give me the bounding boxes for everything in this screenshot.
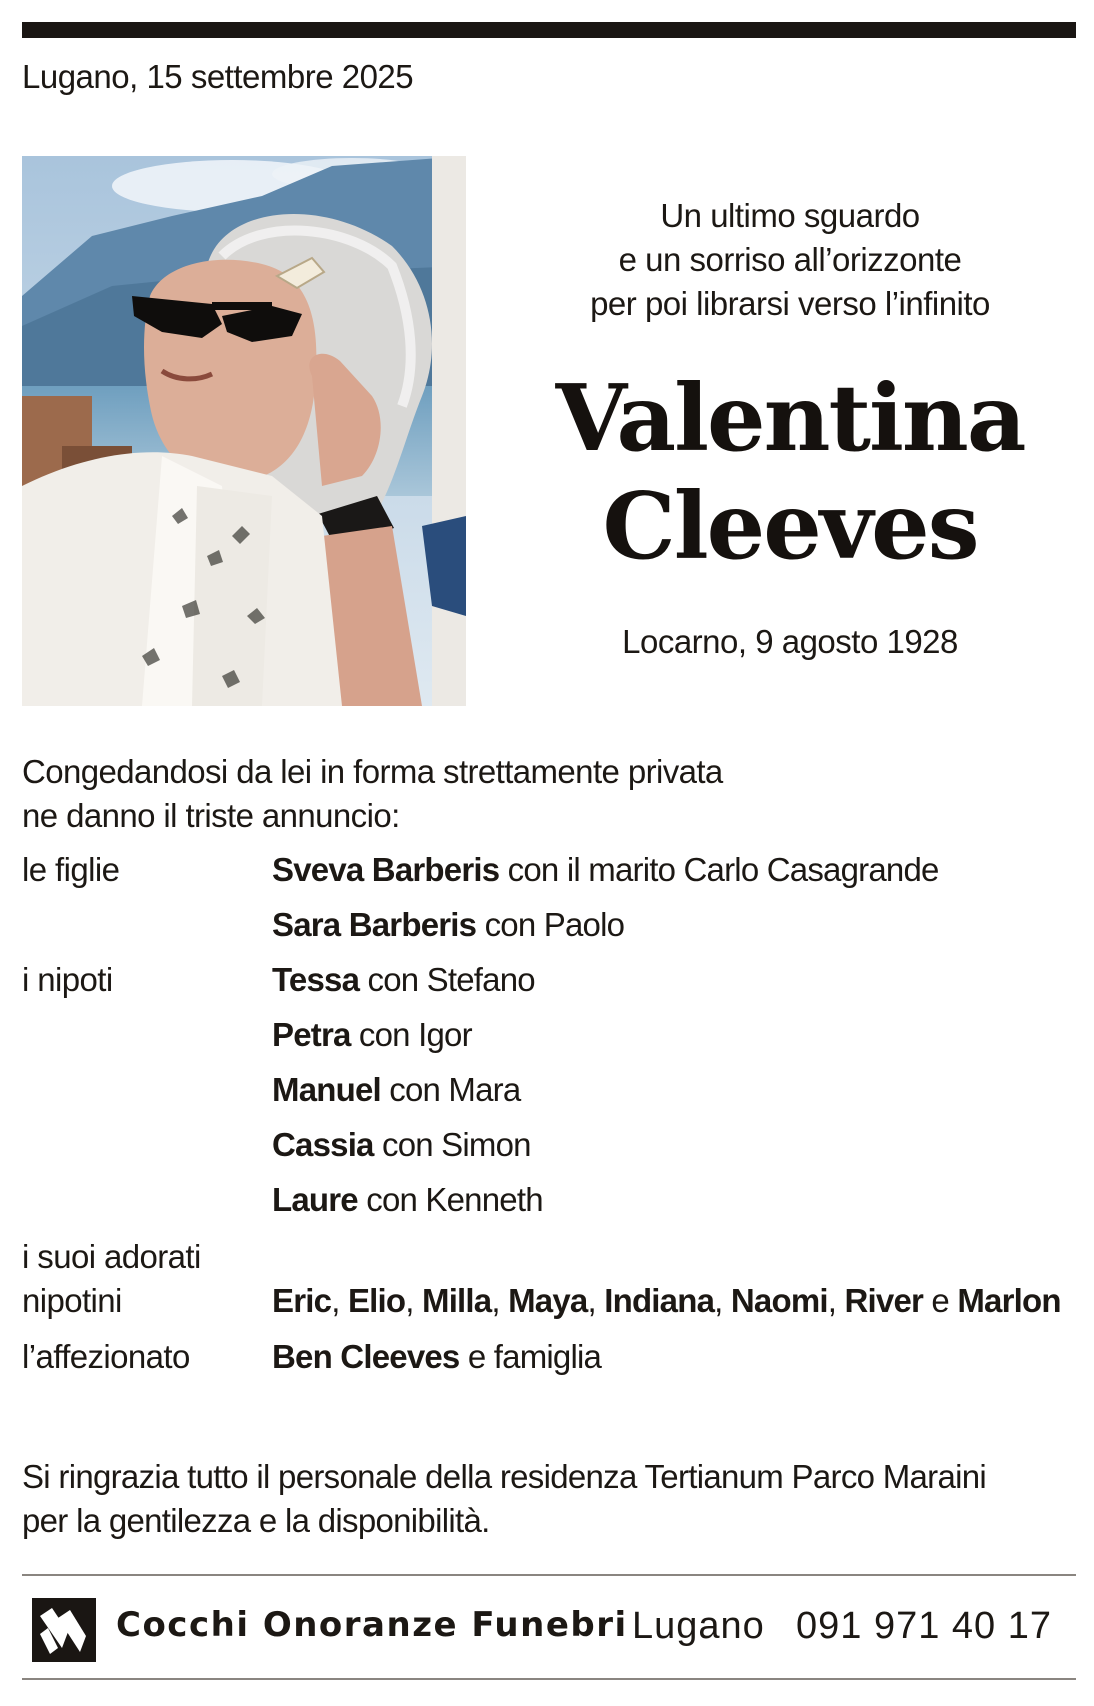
mourner-detail: con Mara — [380, 1071, 521, 1108]
mourner-name: Laure — [272, 1181, 358, 1218]
announcement-line: Congedandosi da lei in forma strettamente privata — [22, 753, 723, 790]
mourner-detail: e famiglia — [459, 1338, 602, 1375]
mourner-name: River — [844, 1282, 924, 1319]
thanks-line: Si ringrazia tutto il personale della residenza Tertianum Parco Maraini — [22, 1458, 987, 1495]
announcement-line: ne danno il triste annuncio: — [22, 797, 400, 834]
announcement-text — [22, 750, 723, 838]
mourner-name: Maya — [508, 1282, 588, 1319]
notice-date: Lugano, 15 settembre 2025 — [22, 58, 414, 95]
memorial-verse — [540, 194, 1040, 326]
name-separator: , — [587, 1282, 605, 1319]
nipotini-names — [272, 1279, 1061, 1323]
company-city: Lugano — [632, 1605, 765, 1647]
birth-info: Locarno, 9 agosto 1928 — [622, 623, 958, 660]
mourner-row — [272, 903, 624, 947]
mourner-name: Eric — [272, 1282, 332, 1319]
mourner-detail: con il marito Carlo Casagrande — [499, 851, 939, 888]
mourner-row — [272, 1013, 472, 1057]
mourner-detail: con Stefano — [359, 961, 535, 998]
mourner-name: Elio — [347, 1282, 406, 1319]
mourner-name: Milla — [422, 1282, 492, 1319]
mourner-name: Indiana — [604, 1282, 715, 1319]
mourner-row — [272, 1123, 531, 1167]
mourner-name: Tessa — [272, 961, 360, 998]
mourner-name: Naomi — [730, 1282, 828, 1319]
verse-line: Un ultimo sguardo — [660, 197, 920, 234]
mourner-detail: con Igor — [350, 1016, 472, 1053]
portrait-photo — [22, 156, 466, 706]
top-rule — [22, 22, 1076, 38]
company-phone: 091 971 40 17 — [796, 1605, 1053, 1647]
mourner-row — [272, 1178, 543, 1222]
mourner-row — [272, 848, 939, 892]
mourner-name: Cassia — [272, 1126, 374, 1163]
relation-label-nipoti: i nipoti — [22, 961, 113, 998]
name-separator: , — [405, 1282, 422, 1319]
mourner-row — [272, 958, 535, 1002]
relation-label-line: i suoi adorati — [22, 1238, 201, 1275]
name-separator: , — [491, 1282, 509, 1319]
mourner-name: Petra — [272, 1016, 351, 1053]
funeral-home-logo-icon — [32, 1598, 96, 1662]
relation-label-affezionato: l’affezionato — [22, 1338, 190, 1375]
mourner-row — [272, 1068, 520, 1112]
mourner-detail: con Simon — [373, 1126, 531, 1163]
mourner-row — [272, 1335, 601, 1379]
mourner-name: Ben Cleeves — [272, 1338, 460, 1375]
mourner-name: Manuel — [272, 1071, 381, 1108]
name-separator: , — [827, 1282, 845, 1319]
deceased-last-name: Cleeves — [602, 472, 978, 580]
deceased-first-name: Valentina — [555, 364, 1025, 472]
footer-rule-bottom — [22, 1678, 1076, 1680]
mourner-detail: con Paolo — [476, 906, 625, 943]
relation-label-figlie: le figlie — [22, 851, 120, 888]
thanks-line: per la gentilezza e la disponibilità. — [22, 1502, 490, 1539]
mourner-detail: con Kenneth — [357, 1181, 543, 1218]
relation-label-line: nipotini — [22, 1282, 122, 1319]
relation-label-nipotini — [22, 1235, 201, 1323]
mourner-name: Marlon — [957, 1282, 1061, 1319]
name-separator: , — [714, 1282, 731, 1319]
name-separator: , — [331, 1282, 348, 1319]
name-conjunction: e — [923, 1282, 958, 1319]
mourner-name: Sveva Barberis — [272, 851, 500, 888]
mourner-name: Sara Barberis — [272, 906, 477, 943]
company-name: Cocchi Onoranze Funebri — [116, 1605, 628, 1645]
thanks-text — [22, 1455, 1082, 1543]
verse-line: per poi librarsi verso l’infinito — [590, 285, 990, 322]
footer-rule-top — [22, 1574, 1076, 1576]
verse-line: e un sorriso all’orizzonte — [618, 241, 962, 278]
